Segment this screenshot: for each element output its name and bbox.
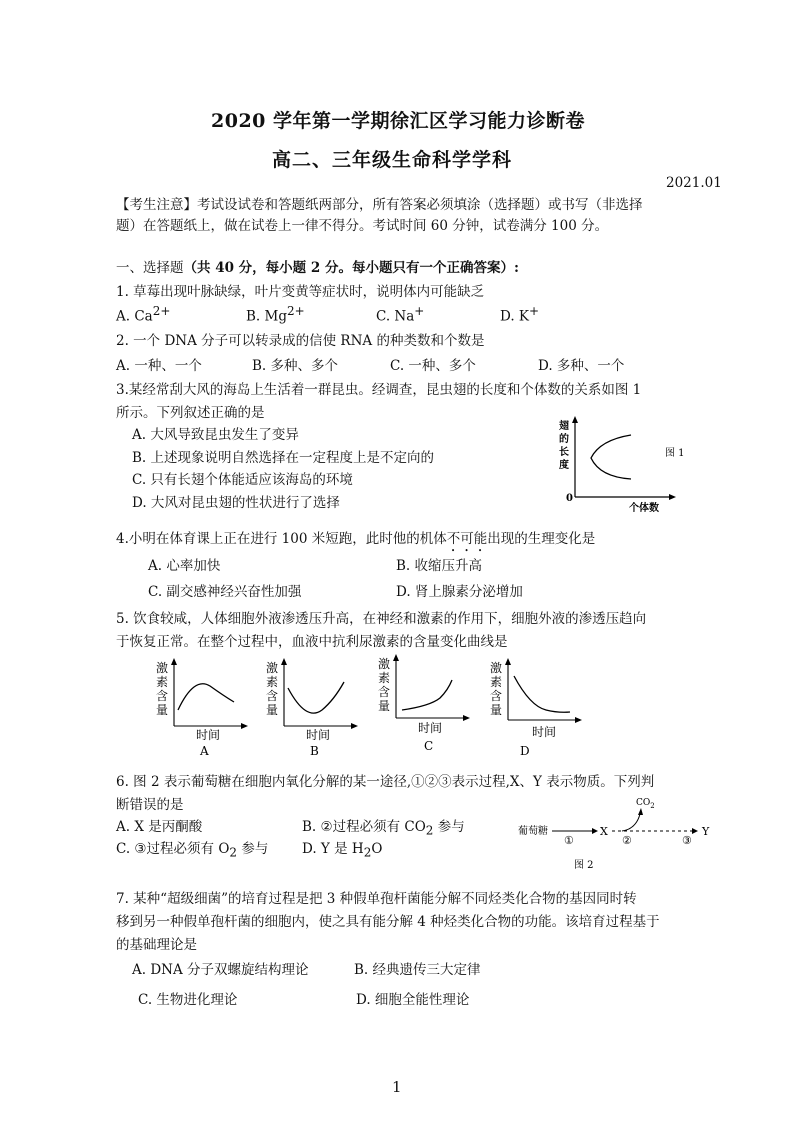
q3-stem-1: 3.某经常刮大风的海岛上生活着一群昆虫。经调查，昆虫翅的长度和个体数的关系如图 1: [116, 382, 642, 398]
figure-2-glucose-pathway: [516, 794, 716, 876]
q6-option-b: B. ②过程必须有 $CO_2$ 参与: [302, 819, 465, 838]
q3-option-b: B. 上述现象说明自然选择在一定程度上是不定向的: [132, 450, 435, 466]
fig1-origin: 0: [566, 493, 573, 504]
section-heading-prefix: 一、选择题: [116, 260, 184, 276]
q5-option-c: C: [424, 739, 434, 752]
q1-option-d: D. K+: [500, 304, 540, 325]
fig1-ylabel-1: 翅: [559, 421, 569, 432]
q2-option-d: D. 多种、一个: [538, 358, 625, 374]
fig2-step-2: ②: [622, 834, 632, 847]
q5-graph-a: [152, 656, 252, 756]
svg-text:含: 含: [156, 689, 169, 703]
fig2-x: X: [600, 825, 608, 838]
svg-text:激: 激: [490, 661, 503, 675]
svg-text:时间: 时间: [196, 728, 221, 742]
q1-option-c: C. Na+: [376, 304, 425, 325]
q7-stem-3: 的基础理论是: [116, 937, 197, 953]
svg-text:素: 素: [266, 675, 279, 689]
fig1-xlabel: 个体数: [629, 503, 659, 514]
svg-text:量: 量: [156, 703, 169, 717]
q6-option-c: C. ③过程必须有 $O_2$ 参与: [116, 841, 269, 860]
q6-option-a: A. X 是丙酮酸: [116, 819, 203, 835]
q2-option-c: C. 一种、多个: [390, 358, 476, 374]
q2-option-b: B. 多种、多个: [252, 358, 339, 374]
svg-text:含: 含: [378, 685, 391, 699]
q4-option-d: D. 肾上腺素分泌增加: [396, 584, 523, 600]
q5-curve-b: [288, 682, 344, 713]
q1-stem: 1. 草莓出现叶脉缺绿，叶片变黄等症状时，说明体内可能缺乏: [116, 284, 485, 300]
svg-text:素: 素: [156, 675, 169, 689]
figure-1-wing-length-graph: [555, 415, 700, 515]
notice-line-1: 【考生注意】考试设试卷和答题纸两部分，所有答案必须填涂（选择题）或书写（非选择: [116, 197, 643, 213]
fig2-step-3: ③: [682, 834, 692, 847]
page-subtitle: 高二、三年级生命科学学科: [272, 149, 513, 171]
fig2-step-1: ①: [564, 834, 574, 847]
svg-text:素: 素: [490, 675, 503, 689]
q5-graph-b: [262, 656, 362, 756]
fig1-x-arrow: [669, 494, 676, 500]
exam-date: 2021.01: [666, 175, 722, 191]
q4-option-a: A. 心率加快: [148, 558, 221, 574]
svg-text:时间: 时间: [532, 725, 557, 739]
fig2-caption: 图 2: [574, 860, 594, 871]
q5-graph-c: [374, 652, 474, 752]
q4-option-b: B. 收缩压升高: [396, 558, 483, 574]
q3-option-a: A. 大风导致昆虫发生了变异: [132, 427, 299, 443]
q6-option-d: D. Y 是 $H_2O$: [302, 841, 383, 860]
q7-option-a: A. DNA 分子双螺旋结构理论: [132, 962, 309, 978]
q7-option-d: D. 细胞全能性理论: [356, 992, 470, 1008]
q5-option-d: D: [520, 744, 530, 756]
section-heading-rules: （共 40 分，每小题 2 分。每小题只有一个正确答案）:: [183, 260, 519, 276]
fig1-caption: 图 1: [665, 448, 685, 459]
q6-stem-1: 6. 图 2 表示葡萄糖在细胞内氧化分解的某一途径,①②③表示过程,X、Y 表示物质。下列判: [116, 774, 655, 790]
fig1-curve: [591, 435, 631, 479]
q4-option-c: C. 副交感神经兴奋性加强: [148, 584, 302, 600]
svg-text:含: 含: [266, 689, 279, 703]
svg-text:含: 含: [490, 689, 503, 703]
q5-curve-c: [402, 680, 452, 710]
q7-stem-2: 移到另一种假单孢杆菌的细胞内，使之具有能分解 4 种烃类化合物的功能。该培育过程基于: [116, 914, 660, 930]
svg-text:素: 素: [378, 671, 391, 685]
q2-stem: 2. 一个 DNA 分子可以转录成的信使 RNA 的种类数和个数是: [116, 333, 485, 349]
svg-text:激: 激: [156, 661, 169, 675]
fig1-ylabel-4: 度: [559, 460, 569, 471]
q1-option-a: A. $Ca^{2+}$: [116, 304, 171, 325]
svg-text:时间: 时间: [418, 721, 443, 735]
fig1-ylabel-3: 长: [559, 447, 569, 458]
q5-graph-d: [486, 656, 586, 756]
page-title: 2020 学年第一学期徐汇区学习能力诊断卷: [211, 110, 585, 132]
q7-option-c: C. 生物进化理论: [138, 992, 238, 1008]
svg-text:激: 激: [378, 657, 391, 671]
fig2-co2: $CO_2$: [636, 798, 655, 810]
notice-line-2: 题）在答题纸上，做在试卷上一律不得分。考试时间 60 分钟，试卷满分 100 分。: [116, 218, 609, 234]
q1-option-b: B. $Mg^{2+}$: [246, 304, 305, 325]
q6-stem-2: 断错误的是: [116, 797, 184, 813]
q5-option-a: A: [200, 744, 209, 756]
fig2-glucose: 葡萄糖: [518, 826, 548, 837]
svg-text:量: 量: [266, 703, 279, 717]
fig1-y-arrow: [572, 416, 578, 423]
page-number: 1: [392, 1078, 402, 1096]
q5-stem-1: 5. 饮食较咸，人体细胞外液渗透压升高，在神经和激素的作用下，细胞外液的渗透压趋向: [116, 611, 647, 627]
q5-option-b: B: [310, 744, 319, 756]
q4-stem: 4.小明在体育课上正在进行 100 米短跑，此时他的机体不可能出现的生理变化是: [116, 531, 596, 547]
q3-stem-2: 所示。下列叙述正确的是: [116, 405, 265, 421]
fig1-ylabel-2: 的: [559, 434, 569, 445]
q7-stem-1: 7. 某种“超级细菌”的培育过程是把 3 种假单孢杆菌能分解不同烃类化合物的基因同时转: [116, 891, 637, 907]
q5-curve-a: [178, 684, 234, 710]
q4-emphasis: 不可能: [446, 531, 488, 547]
svg-text:量: 量: [378, 699, 391, 713]
svg-text:激: 激: [266, 661, 279, 675]
fig2-y: Y: [702, 825, 710, 838]
svg-text:量: 量: [490, 703, 503, 717]
q3-option-c: C. 只有长翅个体能适应该海岛的环境: [132, 472, 353, 488]
svg-text:时间: 时间: [306, 728, 331, 742]
section-heading: [116, 256, 519, 276]
q3-option-d: D. 大风对昆虫翅的性状进行了选择: [132, 495, 340, 511]
q2-option-a: A. 一种、一个: [116, 358, 202, 374]
q5-stem-2: 于恢复正常。在整个过程中，血液中抗利尿激素的含量变化曲线是: [116, 634, 508, 650]
q5-curve-d: [514, 676, 570, 712]
q7-option-b: B. 经典遗传三大定律: [354, 962, 481, 978]
